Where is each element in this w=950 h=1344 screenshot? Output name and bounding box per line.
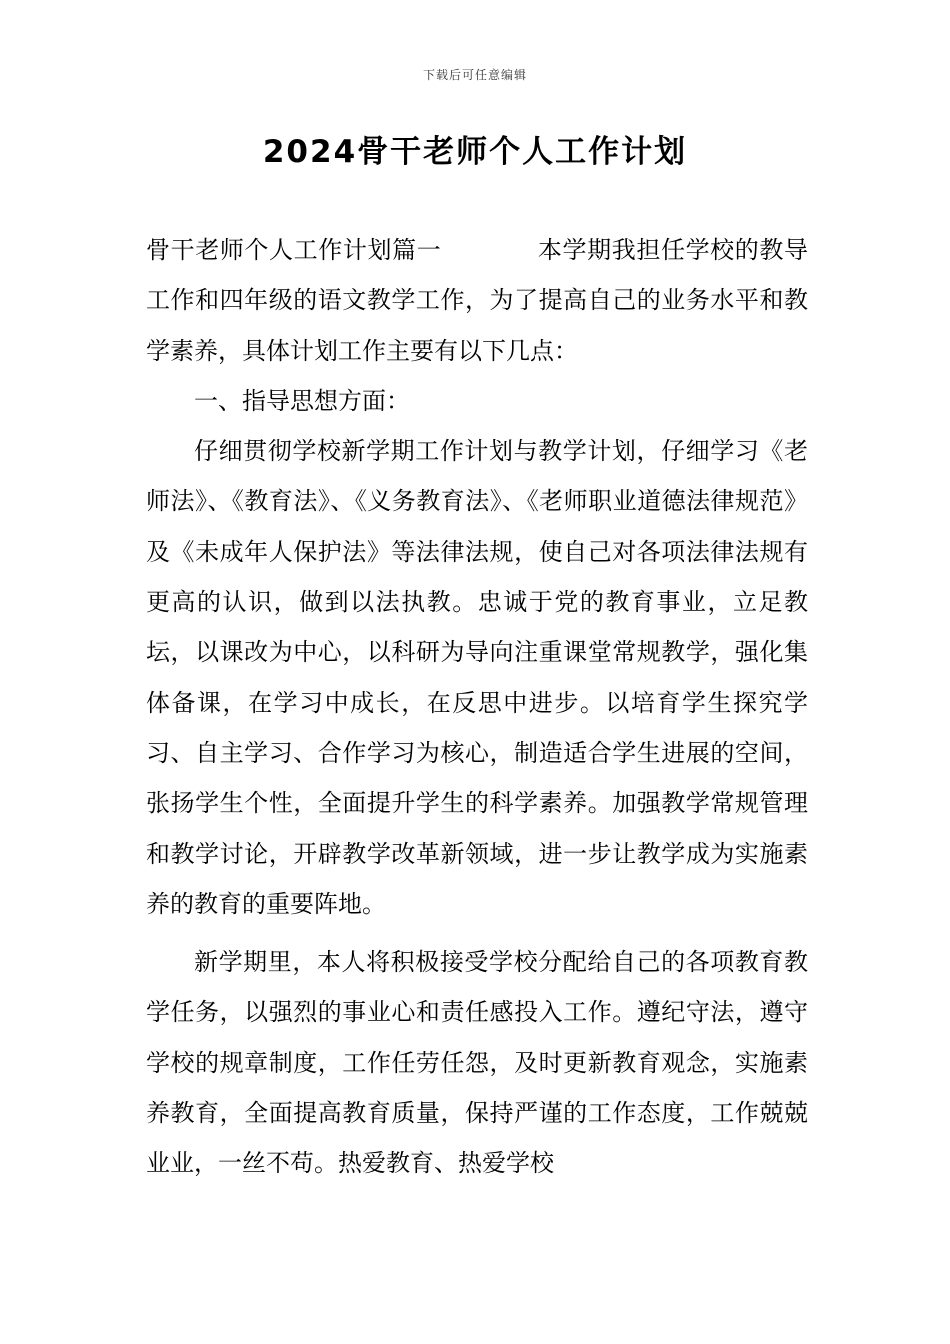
- document-title: 2024骨干老师个人工作计划: [262, 134, 688, 170]
- intro-paragraph: [146, 225, 808, 376]
- document-body: [146, 225, 808, 1189]
- intro-text: 本学期我担任学校的教导工作和四年级的语文教学工作，为了提高自己的业务水平和教学素养，具体计划工作主要有以下几点：: [146, 236, 809, 365]
- paragraph-new-semester: 新学期里，本人将积极接受学校分配给自己的各项教育教学任务，以强烈的事业心和责任感投入工作。遵纪守法，遵守学校的规章制度，工作任劳任怨，及时更新教育观念，实施素养教育，全面提高教育质量，保持严谨的工作态度，工作兢兢业业，一丝不苟。热爱教育、热爱学校: [146, 948, 808, 1178]
- paragraph-guiding-thought: 仔细贯彻学校新学期工作计划与教学计划，仔细学习《老师法》、《教育法》、《义务教育法》、《老师职业道德法律规范》及《未成年人保护法》等法律法规，使自己对各项法律法规有更高的认识，做到以法执教。忠诚于党的教育事业，立足教坛，以课改为中心，以科研为导向注重课堂常规教学，强化集体备课，在学习中成长，在反思中进步。以培育学生探究学习、自主学习、合作学习为核心，制造适合学生进展的空间，张扬学生个性，全面提升学生的科学素养。加强教学常规管理和教学讨论，开辟教学改革新领域，进一步让教学成为实施素养的教育的重要阵地。: [146, 437, 808, 918]
- section-heading-guiding-thought: 一、指导思想方面：: [194, 386, 410, 415]
- header-note: 下载后可任意编辑: [422, 68, 527, 82]
- intro-label: 骨干老师个人工作计划篇一: [146, 236, 442, 264]
